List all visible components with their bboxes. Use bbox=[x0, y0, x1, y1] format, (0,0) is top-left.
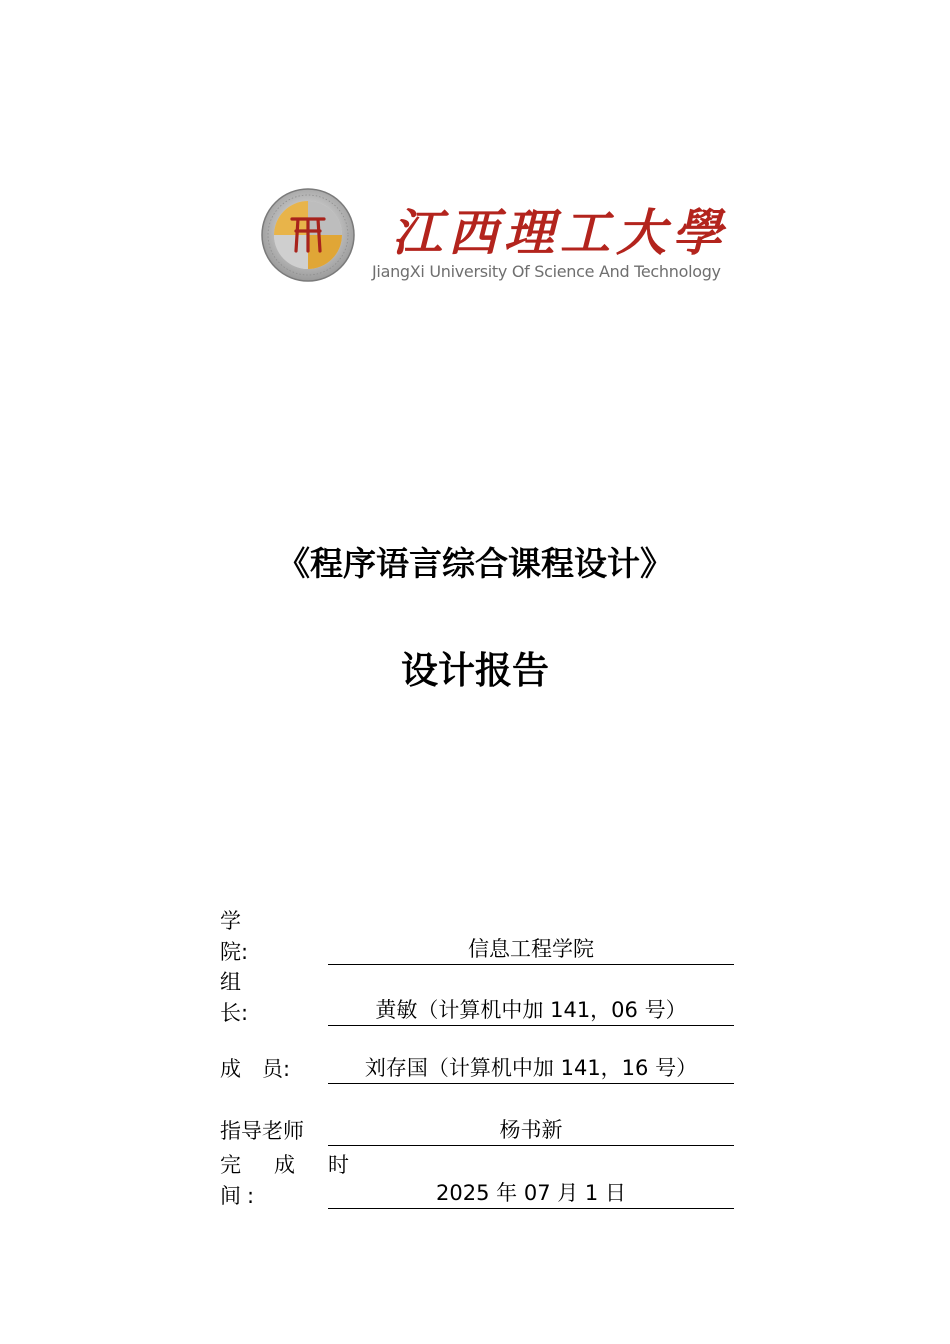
field-team-leader bbox=[220, 965, 734, 1027]
university-name-cn: 江西理工大學 bbox=[392, 203, 728, 262]
field-label: 完 成 时 间: bbox=[220, 1153, 355, 1208]
field-college bbox=[220, 904, 734, 966]
field-value: 刘存国（计算机中加 141，16 号） bbox=[328, 1054, 734, 1084]
field-value: 2025 年 07 月 1 日 bbox=[328, 1179, 734, 1209]
field-advisor bbox=[220, 1114, 734, 1148]
field-value: 黄敏（计算机中加 141，06 号） bbox=[328, 996, 734, 1026]
university-seal-icon bbox=[260, 187, 356, 283]
field-label: 组 长: bbox=[220, 970, 249, 1025]
field-value: 杨书新 bbox=[328, 1116, 734, 1146]
university-logo bbox=[234, 183, 728, 287]
field-label: 学 院: bbox=[220, 909, 249, 964]
field-label: 成 员: bbox=[220, 1057, 291, 1081]
field-members bbox=[220, 1052, 734, 1086]
field-label: 指导老师 bbox=[220, 1119, 304, 1143]
report-title: 《程序语言综合课程设计》 bbox=[277, 544, 673, 583]
university-name-en: JiangXi University Of Science And Technology bbox=[372, 262, 721, 281]
field-value: 信息工程学院 bbox=[328, 935, 734, 965]
field-completion-date bbox=[220, 1148, 734, 1210]
report-subtitle: 设计报告 bbox=[401, 649, 549, 692]
